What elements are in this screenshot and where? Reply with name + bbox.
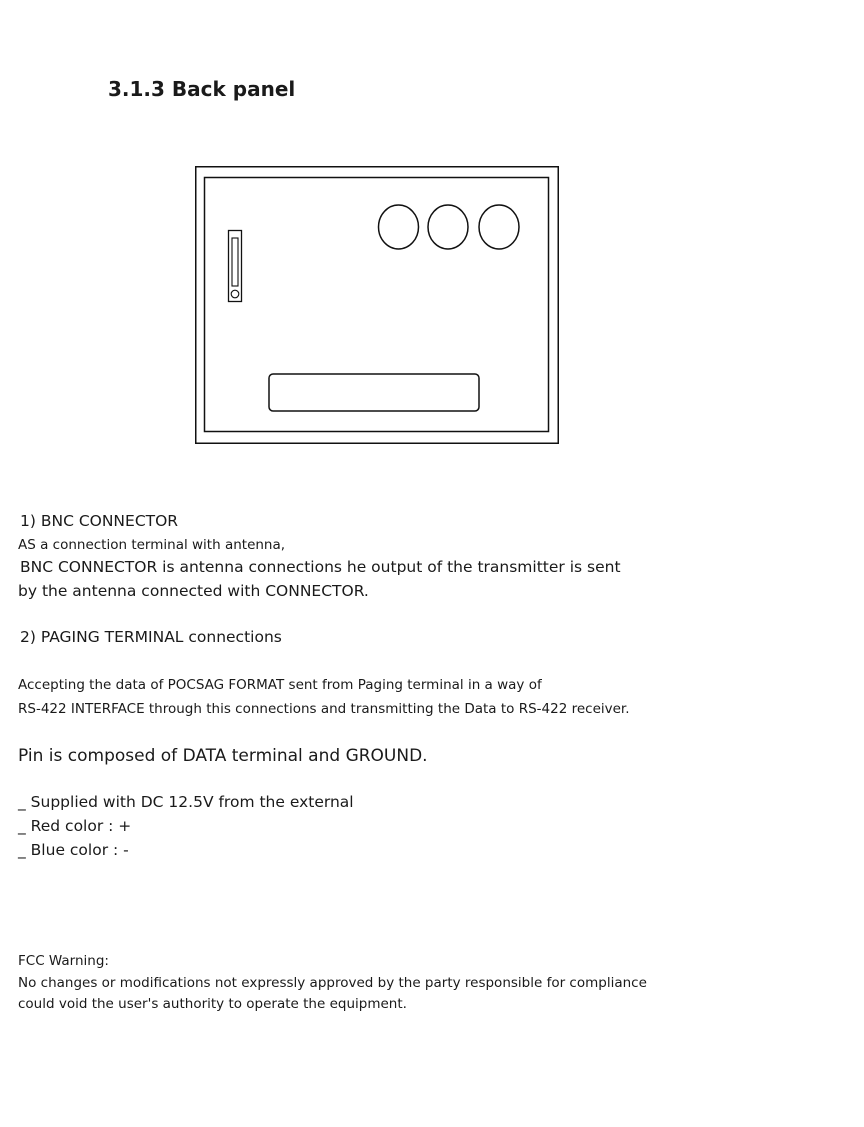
panel-outer-frame xyxy=(196,167,559,444)
fcc-title: FCC Warning: xyxy=(18,953,109,969)
connector-group xyxy=(229,231,242,302)
section-heading: 3.1.3 Back panel xyxy=(108,77,296,101)
connector-screw-icon xyxy=(231,290,239,298)
paging-terminal-connector xyxy=(229,231,242,302)
bnc-connector-3 xyxy=(479,205,519,249)
connector-slot xyxy=(232,238,238,286)
power-item: _ Blue color : - xyxy=(18,841,129,859)
fcc-line-2: could void the user's authority to operate the equipment. xyxy=(18,996,407,1012)
bnc-line-3: by the antenna connected with CONNECTOR. xyxy=(18,582,369,600)
paging-line-1: Accepting the data of POCSAG FORMAT sent from Paging terminal in a way of xyxy=(18,677,542,693)
panel-inner-frame xyxy=(205,178,549,432)
power-item: _ Supplied with DC 12.5V from the external xyxy=(18,793,354,811)
paging-line-2: RS-422 INTERFACE through this connections and transmitting the Data to RS-422 receiver. xyxy=(18,701,630,717)
back-panel-diagram xyxy=(195,166,559,444)
bnc-title: 1) BNC CONNECTOR xyxy=(20,512,179,530)
bnc-line-2: BNC CONNECTOR is antenna connections he output of the transmitter is sent xyxy=(20,558,621,576)
pin-description: Pin is composed of DATA terminal and GROUND. xyxy=(18,746,428,766)
bnc-connector-2 xyxy=(428,205,468,249)
power-terminal-block xyxy=(269,374,479,411)
paging-title: 2) PAGING TERMINAL connections xyxy=(20,628,282,646)
fcc-line-1: No changes or modifications not expressly approved by the party responsible for compliance xyxy=(18,975,647,991)
bnc-connector-1 xyxy=(379,205,419,249)
power-item: _ Red color : + xyxy=(18,817,132,835)
bnc-line-1: AS a connection terminal with antenna, xyxy=(18,537,286,553)
